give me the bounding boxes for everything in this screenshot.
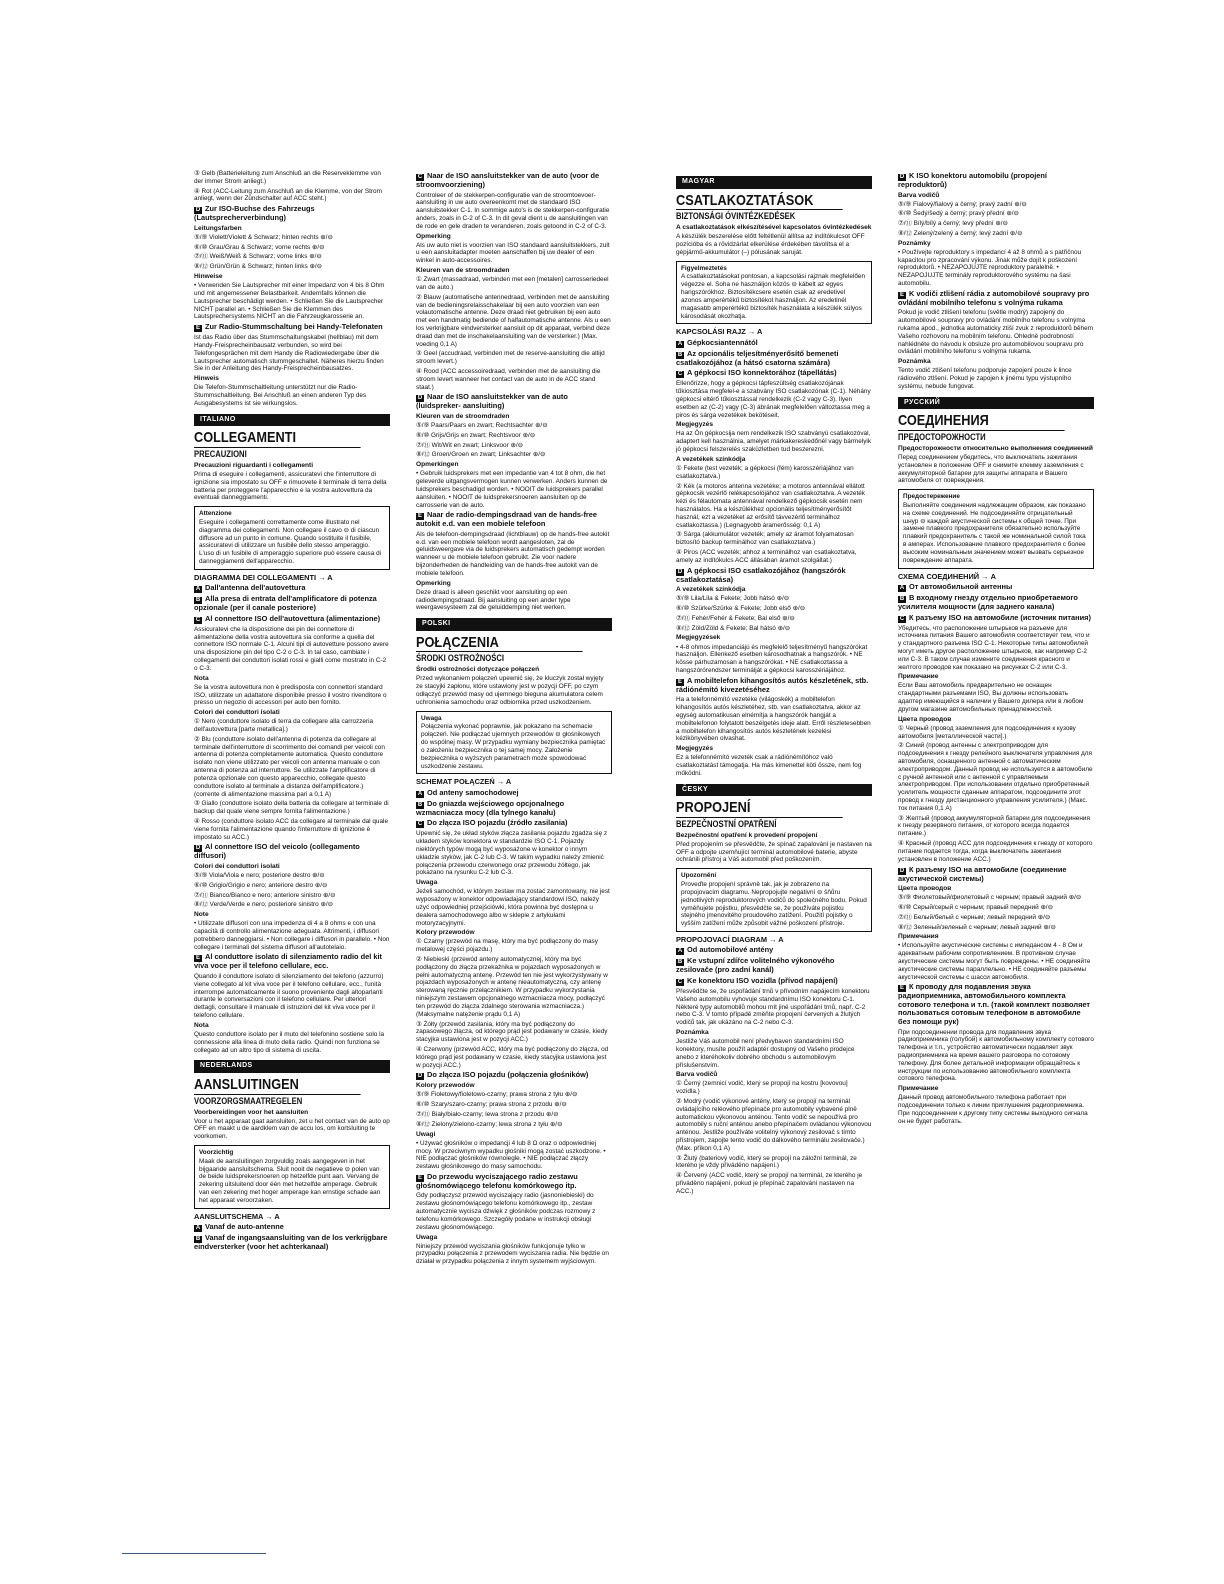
cz-barva2-3: ⑦/⑪ Bílý/bílý a černý; levý přední ⊕/⊖ (898, 220, 1008, 228)
ru-cvet2-4: ⑧/⑫ Зеленый/зеленый с черным; левый задний ⊕/⊖ (898, 923, 1056, 931)
hu-vez2-3: ⑦/⑪ Fehér/Fehér & Fekete; Bal első ⊕/⊖ (676, 614, 795, 622)
pl-c: Do złącza ISO pojazdu (źródło zasilania) (427, 818, 568, 828)
column-2 (416, 170, 612, 1495)
nl-kleur2-1: ⑤/⑨ Paars/Paars en zwart; Rechtsachter ⊕/⊖ (416, 422, 548, 429)
marker-a: A (899, 585, 905, 592)
column-1 (194, 170, 390, 1495)
marker-d: D (899, 174, 905, 180)
nl-kleur2-3: ⑦/⑪ Wit/Wit en zwart; Linksvoor ⊕/⊖ (416, 441, 523, 449)
cz-box-text: Proveďte propojení správně tak, jak je zobrazeno na propojovacím diagramu. Nepropojujte negativní ⊖ šňůru jednotlivých reproduktorových vodičů do společného bodu. Pokud vyměňujete pojistku, přesvědčte se, že používáte pojistku stejného jmenovitého proudového zatížení. Použití pojistky o vyšším zatížení může způsobit vážné poškození přístroje. (681, 881, 867, 928)
cz-warning-box (676, 868, 872, 932)
cz-c-text: Přesvědčte se, že uspořádání trnů v přívodním napájecím konektoru Vašeho automobilu vyhovuje standardnímu ISO konektoru C-1. Některé typy automobilů mohou mít jiné uspořádání trnů, např. C-2 nebo C-3. V tomto případě změňte propojení červených a žlutých vodičů tak, jak ukázáno na C-2 nebo C-3. (676, 987, 870, 1027)
ru-box-text: Выполняйте соединения надлежащим образом, как показано на схеме соединений. Не подсоединяйте отрицательный шнур ⊖ каждой акустической системы к общей точке. При замене плавкого предохранителя обязательно используйте плавкий предохранитель с такой же номинальной силой тока в амперах. Использование плавкого предохранителя с более высоким номинальным значением может вызвать серьезное повреждение аппарата. (903, 502, 1086, 564)
pl-kolor-3: ③ Żółty (przewód zasilania, który ma być podłączony do zapasowego złącza, od którego prąd jest podawany w czasie, kiedy stacyjka ustawiona jest w pozycji ACC.) (416, 1020, 608, 1044)
it-colori2-label: Colori dei conduttori isolati (194, 862, 280, 870)
hu-box-title: Figyelmeztetés (681, 264, 727, 272)
ru-warning-box (898, 489, 1094, 568)
footer-rule (122, 1553, 266, 1554)
pl-kolor-2: ② Niebieski (przewód anteny automatycznej, który ma być podłączony do złącza przekaźnika w pojazdach wyposażonych w pełni automatyczną antenę. Przewód ten nie jest wykorzystywany w pojazdach wyposażonych w antenę nieautomatyczną, czy antenę sterowaną ręcznie przełącznikiem. W przypadku wykorzystania niniejszym zestawem opcjonalnego wzmacniacza mocy, podłączyć ten przewód do złącza zdalnego sterowania wzmacniacza.) (Maksymalne natężenie prądu 0,1 A) (416, 956, 608, 1018)
ru-cvet-2: ② Синий (провод антенны с электроприводом для подсоединения к гнезду релейного выключателя управления для автомобиля, оснащенного антенной с автоматическим электроприводом. Данный провод не используется в автомобиле с ручной антенной или с антенной с управляемым электроприводом. При использовании отдельно приобретенный усилитель мощности сданным аппаратом, подсоедините этот провод к гнезду дистанционного управления усилителя.) (Макс. ток питания 0,1 A) (898, 742, 1093, 812)
ru-prim-text: Если Ваш автомобиль предварительно не оснащен стандартными разъемами ISO, Вы должны использовать адаптер имеющийся в наличии у Вашего дилера или в любом другом магазине автомобильных принадлежностей. (898, 682, 1084, 713)
pl-prec-label: Środki ostrożności dotyczące połączeń (416, 666, 540, 674)
it-colore-3: ③ Giallo (conduttore isolato della batteria da collegare al terminale di backup dal quale viene sempre fornita l'alimentazione.) (194, 800, 389, 816)
ru-title: СОЕДИНЕНИЯ (898, 413, 1065, 431)
ru-c-text: Убедитесь, что расположение штырьков на разъеме для источника питания Вашего автомобиля соответствует тем, что и у стандартного разъема ISO C-1. Некоторые типы автомобилей могут иметь другое расположение штырьков, как например C-2 или C-3. В таком случае измените соединения красного и желтого проводов как показано на рисунках C-2 или C-3. (898, 624, 1090, 671)
it-title: COLLEGAMENTI (194, 430, 361, 448)
hu-prec-label: A csatlakoztatások elkészítésével kapcsolatos óvintézkedések (676, 224, 872, 232)
marker-b: B (677, 959, 683, 966)
pl-subtitle: ŚRODKI OSTROŻNOŚCI (416, 653, 504, 664)
nl-d: Naar de ISO aansluitstekker van de auto (luidspreker- aansluiting) (416, 392, 568, 411)
marker-e: E (417, 1174, 422, 1181)
hu-box-text: A csatlakoztatásokat pontosan, a kapcsolási rajznak megfelelően végezze el. Soha ne használjon közös ⊖ kábelt az egyes hangszórókhoz. Biztosítékcsere esetén csak az eredetivel azonos amperértékű biztosítékot használjon. Az eredetinél magasabb amperértékű biztosíték használata a készülék súlyos károsodását okozhatja. (681, 273, 866, 320)
cz-pozn-label: Poznámka (676, 1029, 709, 1037)
nl-kleur2-2: ⑥/⑩ Grijs/Grijs en zwart; Rechtsvoor ⊕/⊖ (416, 431, 536, 439)
nl-e: Naar de radio-dempingsdraad van de hands-free autokit e.d. van een mobiele telefoon (416, 510, 598, 529)
ru-cvet2-2: ⑥/⑩ Серый/серый с черным; правый передний ⊕/⊖ (898, 903, 1053, 911)
ru-cveta2-label: Цвета проводов (898, 885, 952, 893)
cz-e-text: Pokud je vodič ztlišení telefonu (světle modrý) zapojený do automobilové soupravy pro ovládání mobilního telefonu s volnýma rukama apod., jednotka automaticky ztiší zvuk z reproduktorů během Vašeho rozhovoru na mobilním telefonu. Ohledně podrobností nahlédněte do návodu k obsluze pro automobilovou soupravu pro ovládání mobilního telefonu s volnýma rukama. (898, 309, 1094, 356)
it-nota2-text: Questo conduttore isolato per il muto del telefonino sostiene solo la connessione alla linea di muto della radio. Quindi non funziona se collegato ad un altro tipo di sistema di uscita. (194, 1030, 385, 1054)
marker-c: C (677, 371, 683, 378)
pl-uwagi-label: Uwagi (416, 1130, 436, 1138)
hu-title: CSATLAKOZTATÁSOK (676, 193, 843, 211)
ru-a: От автомобильной антенны (909, 582, 1013, 592)
ru-b: В входному гнезду отдельно приобретаемого усилителя мощности (для заднего канала) (898, 593, 1078, 612)
it-c-text: Assicuratevi che la disposizione dei pin dei connettore di alimentazione della vostra autovettura sia conforme a quella del connettore ISO normale C-1. Alcuni tipi di autovetture possono avere una disposizione pin del tipo C-2 o C-3. In tal caso, cambiate i collegamenti dei conduttori isolati rossi e gialli come mostrato in C-2 o C-3. (194, 625, 389, 672)
ru-cvet-1: ① Черный (провод заземления для подсоединения к кузову автомобиля [металлической части].) (898, 724, 1076, 740)
it-prec-text: Prima di eseguire i collegamenti, assicuratevi che l'interruttore di ignizione sia impostato su OFF e rimuovete il terminale di terra della batteria per proteggere l'apparecchio e la vostra autovettura da eventuali danneggiamenti. (194, 470, 387, 502)
de-color-1: ⑤/⑨ Violett/Violett & Schwarz; hinten rechts ⊕/⊖ (194, 233, 333, 241)
hu-vez-1: ① Fekete (test vezeték; a gépkocsi (fém) karosszériájához van csatlakoztatva.) (676, 464, 854, 480)
pl-e: Do przewodu wyciszającego radio zestawu głośnomówiącego telefonu komórkowego itp. (416, 1171, 578, 1190)
hu-e: A mobiltelefon kihangosítós autós készletének, stb. rádiónémító kivezetéséhez (676, 675, 869, 694)
hu-subtitle: BIZTONSÁGI ÓVINTÉZKEDÉSEK (676, 211, 796, 222)
cz-pozn2-text: • Používejte reproduktory s impedancí 4 až 8 ohmů a s patřičnou kapacitou pro zpracování výkonu. Jinak může dojít k poškození reproduktorů. • NEZAPOJUJTE reproduktory paralelně. • NEZAPOJUJTE terminály reproduktorového systému na šasi automobilu. (898, 248, 1082, 288)
lang-bar-cesky: ČESKY (676, 784, 872, 797)
hu-vez-3: ③ Sárga (akkumulátor vezeték; amely az áramot folyamatosan biztosító backup terminálhoz van csatlakoztatva.) (676, 531, 854, 547)
ru-prim-label: Примечание (898, 673, 939, 681)
it-colore2-2: ⑥/⑩ Grigio/Grigio e nero; anteriore destro ⊕/⊖ (194, 881, 328, 889)
de-item-red: ④ Rot (ACC-Leitung zum Anschluß an die Klemme, von der Strom anliegt, wenn der Zündschalter auf ACC steht.) (194, 187, 382, 203)
pl-kolor2-4: ⑧/⑫ Zielony/zielono-czarny; lewa strona z tyłu ⊕/⊖ (416, 1120, 563, 1128)
pl-kolor2-1: ⑤/⑨ Fioletowy/fioletowo-czarny; prawa strona z tyłu ⊕/⊖ (416, 1091, 578, 1099)
de-heading-d: Zur ISO-Buchse des Fahrzeugs (Lautsprecherverbindung) (194, 204, 315, 223)
ru-cvet-4: ④ Красный (провод ACC для подсоединения к гнезду от которого питание подается тогда, когда выключатель зажигания установлен в положение ACC.) (898, 840, 1093, 863)
it-colori-label: Colori dei conduttori isolati (194, 709, 280, 717)
cz-pozn2-label: Poznámky (898, 239, 931, 247)
marker-d: D (195, 207, 201, 214)
nl-opm-text: Als uw auto niet is voorzien van ISO standaard aansluitstekkers, zult u een aansluitadapter moeten aanschaffen bij uw dealer of een winkel in auto-accessoires. (416, 241, 610, 265)
hu-megj3-text: Ez a telefonnémító vezeték csak a rádiónémítóhoz való csatlakoztatást támogatja. Ha más kimenettel köti össze, nem fog működni. (676, 754, 862, 777)
pl-uwagi-text: • Używać głośników o impedancji 4 lub 8 Ω oraz o odpowiedniej mocy. W przeciwnym wypadku głośniki mogą zostać uszkodzone. • NIE podłączać głośników równolegle. • NIE podłączać złączy zestawu głośnikowego do masy samochodu. (416, 1139, 606, 1171)
cz-e: K vodiči ztlišení rádia z automobilové soupravy pro ovládání mobilního telefonu s volnýma rukama (898, 288, 1090, 307)
nl-kleuren2-label: Kleuren van de stroomdraden (416, 412, 510, 420)
it-colore2-3: ⑦/⑪ Bianco/Bianco e nero; anteriore sinistro ⊕/⊖ (194, 891, 336, 899)
marker-d: D (417, 1073, 423, 1080)
marker-c: C (677, 978, 683, 985)
marker-b: B (899, 596, 905, 603)
hu-a: Gépkocsiantennától (687, 337, 758, 347)
hu-warning-box (676, 261, 872, 325)
cz-title: PROPOJENÍ (676, 800, 843, 818)
de-item-yellow: ③ Gelb (Batterieleitung zum Anschluß an die Reserveklemme von der immer Strom anliegt.) (194, 170, 381, 185)
it-warning-box (194, 506, 390, 570)
it-e-text: Quando il conduttore isolato di silenziamento del telefono (azzurro) viene collegato al kit viva voce per il telefono cellulare, ecc., l'unità interrompe automaticamente il suono proveniente dagli altoparlanti durante le conversazioni con il telefono cellulare. Per ulteriori dettagli, consultare il manuale di istruzioni del kit viva voce per il telefono cellulare. (194, 973, 384, 1020)
pl-uwaga-text: Jeżeli samochód, w którym zestaw ma zostać zamontowany, nie jest wyposażony w konektor odpowiadający standardowi ISO, należy użyć odpowiedniej przejściówki, która powinna być dostępna u dealera samochodowego albo w sklepie z artykułami motoryzacyjnymi. (416, 888, 610, 927)
pl-kolor-4: ④ Czerwony (przewód ACC, który ma być podłączony do złącza, od którego prąd jest podawany w czasie, kiedy stacyjka ustawiona jest w pozycji ACC.) (416, 1045, 609, 1069)
ru-c: К разъему ISO на автомобиле (источник питания) (909, 612, 1091, 622)
hu-diagram-heading: KAPCSOLÁSI RAJZ → A (676, 327, 763, 337)
column-4 (898, 170, 1094, 1495)
ru-prec-text: Перед соединением убедитесь, что выключатель зажигания установлен в положение OFF и снимите клемму заземления с аккумуляторной батареи для защиты аппарата и Вашего автомобиля от повреждения. (898, 453, 1084, 485)
it-e: Al conduttore isolato di silenziamento radio del kit viva voce per il telefono cellulare, ecc. (194, 952, 382, 971)
it-colore2-1: ⑤/⑨ Viola/Viola e nero; posteriore destro ⊕/⊖ (194, 871, 325, 879)
hu-c-text: Ellenőrizze, hogy a gépkocsi tápfeszültség csatlakozójának tűkiosztása megfelel-e a szabvány ISO csatlakozónak (C-1). Néhány gépkocsi eltérő tűkiosztással rendelkezik (C-2 vagy C-3). Ilyen esetben az (C-2) vagy (C-3) ábrának megfelelően változtassa meg a piros és sárga vezetékek bekötéseit. (676, 380, 871, 419)
marker-b: B (677, 351, 683, 358)
it-subtitle: PRECAUZIONI (194, 448, 247, 459)
hu-vez2-2: ⑥/⑩ Szürke/Szürke & Fekete; Jobb első ⊕/⊖ (676, 605, 806, 613)
pl-kolory-label: Kolory przewodów (416, 929, 475, 937)
cz-barva-4: ④ Červený (ACC vodič, který se propojí na terminál, ze kterého je přiváděno napájení, pokud je přepínač zapalování nastaven na ACC.) (676, 1172, 863, 1195)
marker-c: C (417, 174, 423, 180)
it-colore-1: ① Nero (conduttore isolato di terra da collegare alla carrozzeria dell'autovettura [parte metallica].) (194, 718, 374, 734)
hu-c: A gépkocsi ISO konnektorához (tápellátás) (687, 368, 837, 378)
marker-a: A (195, 586, 201, 593)
nl-opm2-text: • Gebruik luidsprekers met een impedantie van 4 tot 8 ohm, die het geleverde uitgangsvermogen kunnen verwerken. Anders kunnen de luidsprekers beschadigd worden. • NOOIT de luidsprekers parallel aansluiten. • NOOIT de luidsprekersnoeren aansluiten op de carrosserie van de auto. (416, 470, 608, 509)
nl-kleur-4: ④ Rood (ACC accessoiredraad, verbinden met de aansluiting die stroom levert wanneer het contact van de auto in de ACC stand staat.) (416, 368, 601, 391)
pl-b: Do gniazda wejściowego opcjonalnego wzmacniacza mocy (dla tylnego kanału) (416, 798, 565, 817)
nl-opm-label: Opmerking (416, 232, 451, 240)
nl-opm2-label: Opmerkingen (416, 461, 459, 469)
lang-bar-nederlands: NEDERLANDS (194, 1060, 390, 1073)
de-hinweise-text: • Verwenden Sie Lautsprecher mit einer Impedanz von 4 bis 8 Ohm und mit angemessener Belastbarkeit. Andernfalls können die Lautsprecher beschädigt werden. • Schließen Sie die Lautsprecher NICHT parallel an. • Schließen Sie die Klemmen des Lautsprechersystems NICHT an die Fahrzeugkarosserie an. (194, 282, 385, 321)
cz-pozn3-label: Poznámka (898, 358, 931, 366)
marker-e: E (899, 291, 904, 298)
pl-uwaga2-text: Niniejszy przewód wyciszania głośników funkcjonuje tylko w przypadku połączenia z przewodem wyciszania radia. Nie będzie on działał w przypadku połączenia z innym systemem wyjściowym. (416, 1242, 609, 1266)
marker-e: E (195, 325, 200, 332)
marker-e: E (195, 955, 200, 962)
lang-bar-polski: POLSKI (416, 618, 612, 631)
ru-d: К разъему ISO на автомобиле (соединение акустической системы) (898, 864, 1067, 883)
nl-diagram-heading: AANSLUITSCHEMA → A (194, 1211, 280, 1221)
column-3 (676, 170, 872, 1495)
nl-c-text: Controleer of de stekkerpen-configuratie van de stroomtoevoer-aansluiting in uw auto overeenkomt met de standaard ISO aansluitstekker C-1. In sommige auto's is de stekkerpen-configuratie anders, zoals in C-2 of C-3. In dit geval dient u de aansluitingen van de rode en gele draden te veranderen, zoals getoond in C-2 of C-3. (416, 191, 610, 230)
pl-kolor-1: ① Czarny (przewód na masę, który ma być podłączony do masy metalowej części pojazdu.) (416, 938, 598, 954)
it-box-text: Eseguire i collegamenti correttamente come illustrato nel diagramma dei collegamenti. Non collegare il cavo ⊖ di ciascun diffusore ad un punto in comune. Quando sostituite il fusibile, assicuratevi di utilizzare un fusibile dello stesso amperaggio. L'uso di un fusibile di amperaggio superiore può essere causa di danneggiamenti dell'apparecchio. (199, 518, 382, 565)
hu-megj2-label: Megjegyzések (676, 634, 721, 642)
cz-box-title: Upozornění (681, 872, 717, 880)
cz-pozn3-text: Tento vodič ztlišení telefonu podporuje zapojení pouze k lince rádiového ztlšení. Pokud je zapojen k jinému typu výstupního systému, nebude fungovat. (898, 367, 1072, 390)
marker-e: E (677, 678, 682, 685)
nl-kleur-2: ② Blauw (automatische antennedraad, verbinden met de aansluiting van de bedieningsrelaisschakelaar bij een auto voorzien van een volautomatische antenne. Deze draad niet gebruiken bij een auto met een handmatig bediende of halfautomatische antenne. Als u een los verkrijgbare eindversterker aansluit op dit apparaat, verbind deze draad dan met de inschakelaansluiting van de versterker.) (Max. voeding 0,1 A) (416, 293, 611, 348)
nl-subtitle: VOORZORGSMAATREGELEN (194, 1095, 303, 1106)
ru-prim3-text: Данный провод автомобильного телефона работает при подсоединении только к линии приглушения радиоприемника. При подсоединении к другому типу системы выходного сигнала он не будет работать. (898, 1094, 1088, 1125)
ru-box-title: Предостережение (903, 493, 960, 501)
cz-barva2-label: Barva vodičů (898, 191, 940, 199)
marker-b: B (195, 1236, 201, 1243)
ru-prim2-text: • Используйте акустические системы с импедансом 4 - 8 Ом и адекватным рабочим сопротивлением. В противном случае акустические системы могут быть повреждены. • НЕ соединяйте акустические системы параллельно. • НЕ соединяйте разъемы акустической системы с шасси автомобиля. (898, 942, 1091, 981)
it-d: Al connettore ISO del veicolo (collegamento diffusori) (194, 842, 360, 861)
hu-megj2-text: • 4-8 ohmos impedanciájú és megfelelő teljesítményű hangszórókat használjon. Ellenkező esetben károsodhatnak a hangszórók. • NE kösse párhuzamosan a hangszórókat. • NE csatlakoztassa a hangszórórendszer terminálját a gépkocsi karosszériájához. (676, 643, 868, 674)
hu-vez2-4: ⑧/⑫ Zöld/Zöld & Fekete; Bal hátsó ⊕/⊖ (676, 624, 791, 632)
hu-d: A gépkocsi ISO csatlakozójához (hangszórók csatlakoztatása) (676, 565, 846, 584)
pl-kolor2-2: ⑥/⑩ Szary/szaro-czarny; prawa strona z przodu ⊕/⊖ (416, 1101, 567, 1109)
hu-vez2-label: A vezetékek színkódja (676, 586, 746, 594)
marker-d: D (677, 568, 683, 575)
cz-d: K ISO konektoru automobilu (propojení reproduktorů) (898, 171, 1047, 189)
hu-vez2-1: ⑤/⑨ Lila/Lila & Fekete; Jobb hátsó ⊕/⊖ (676, 595, 790, 603)
pl-box-text: Połączenia wykonać poprawnie, jak pokazano na schemacie połączeń. Nie podłączać ujemnych przewodów ⊖ głośnikowych do wspólnej masy. W przypadku wymiany bezpiecznika pamiętać o założeniu bezpiecznika o tej samej mocy. Założenie bezpiecznika o wyższych parametrach może spowodować uszkodzenie zestawu. (421, 723, 606, 770)
pl-warning-box (416, 711, 612, 775)
nl-b: Vanaf de ingangsaansluiting van de los verkrijgbare eindversterker (voor het achterkanaal) (194, 1233, 388, 1252)
marker-b: B (417, 801, 423, 808)
de-hinweis-label: Hinweis (194, 375, 219, 383)
lang-bar-russkij: РУССКИЙ (898, 397, 1094, 410)
nl-a: Vanaf de auto-antenne (205, 1222, 284, 1232)
ru-e-text: При подсоединении провода для подавления звука радиоприемника (голубой) к автомобильному комплекту сотового телефона и т.п., устройство автоматически подавляет звук радиоприемника на время вашего разговора по сотовому телефону. Для более детальной информации обращайтесь к инструкции по использованию автомобильного комплекта сотового телефона. (898, 1028, 1094, 1083)
marker-c: C (417, 821, 423, 828)
nl-box-text: Maak de aansluitingen zorgvuldig zoals aangegeven in het bijgaande aansluitschema. Sluit nooit de negatieve ⊖ polen van de beide luidsprekersnoeren op hetzelfde punt aan. Vervang de zekering uitsluitend door één met hetzelfde amperage. Gebruik van een zekering met hoger amperage kan ernstige schade aan het apparaat veroorzaken. (199, 1157, 381, 1204)
nl-prec-label: Voorbereidingen voor het aansluiten (194, 1108, 309, 1116)
pl-uwaga2-label: Uwaga (416, 1233, 438, 1241)
nl-box-title: Voorzichtig (199, 1148, 234, 1156)
pl-kolory2-label: Kolory przewodów (416, 1082, 475, 1090)
ru-cveta-label: Цвета проводов (898, 715, 952, 723)
it-colore-2: ② Blu (conduttore isolato dell'antenna di potenza da collegare al terminale dell'interruttore di scorrimento dei comandi per veicoli con antenna di potenza completamente automatica. Questo conduttore isolato non viene utilizzato per veicoli con antenna manuale o con antenna di potenza ad interruttore. Se utilizzate l'amplificatore di potenza opzionale con questo apparecchio, collegate questo conduttore isolato al terminale a distanza dell'amplificatore.) (corrente di alimentazione massima pari a 0,1 A) (194, 735, 385, 798)
pl-c-text: Upewnić się, że układ styków złącza zasilania pojazdu zgadza się z układem styków konektora w standardzie ISO C-1. Pojazdy niektórych typów mogą być wyposażone w konektor o innym układzie styków, jak C-2 lub C-3. W takim wypadku należy zmienić połączenia przewodu czerwonego oraz przewodu żółtego, jak pokazano na rysunku C-2 lub C-3. (416, 830, 608, 877)
pl-a: Od anteny samochodowej (427, 787, 519, 797)
it-note-text: • Utilizzate diffusori con una impedenza di 4 a 8 ohms e con una capacità di controllo alimentazione adeguata. Altrimenti, i diffusori potrebbero danneggiarsi. • Non collegare i diffusori in parallelo. • Non collegare i terminali del sistema diffusori all'autotelaio. (194, 920, 390, 951)
lang-bar-magyar: MAGYAR (676, 176, 872, 189)
it-prec-label: Precauzioni riguardanti i collegamenti (194, 461, 314, 469)
ru-cvet2-1: ⑤/⑨ Фиолетовый/фиолетовый с черным; правый задний ⊕/⊖ (898, 894, 1082, 902)
it-box-title: Attenzione (199, 510, 232, 518)
marker-e: E (417, 513, 422, 520)
nl-e-text: Als de telefoon-dempingsdraad (lichtblauw) op de hands-free autokit e.d. van een mobiele telefoon wordt aangesloten, zal de geluidsweergave via de luidsprekers automatisch gedempt worden wanneer u de mobiele telefoon gebruikt. Zie voor nadere bijzonderheden de handleiding van de hands-free autokit van de mobiele telefoon. (416, 530, 610, 577)
it-b: Alla presa di entrata dell'amplificatore di potenza opzionale (per il canale posteriore) (194, 594, 377, 613)
ru-prim2-label: Примечания (898, 933, 939, 941)
nl-opm3-text: Deze draad is alleen geschikt voor aansluiting op een radiodempingsdraad. Bij aansluiting op een ander type weergavesysteem zal de geluiddemping niet werken. (416, 588, 571, 612)
de-hinweise-label: Hinweise (194, 273, 223, 281)
nl-c: Naar de ISO aansluitstekker van de auto (voor de stroomvoorziening) (416, 171, 600, 189)
it-nota2-label: Nota (194, 1021, 209, 1029)
ru-prec-label: Предосторожности относительно выполнения соединений (898, 444, 1093, 452)
hu-vez-2: ② Kék (a motoros antenna vezetéke; a motoros antennával ellátott gépkocsik vezérlő relékapcsolójához van csatlakoztatva. A vezeték kézi és félautomata antennával rendelkező gépkocsik esetén nem használatos. Ha a készülékhez opcionális teljesítményerősítőt használ, ezt a vezetéket az erősítő távvezérlő terminálhoz csatlakoztassa.) (Legnagyobb áramerősség: 0,1 A) (676, 482, 865, 529)
de-e-text: Ist das Radio über das Stummschaltungskabel (hellblau) mit dem Handy-Freisprecheinbausatz verbunden, so wird bei Telefongesprächen mit dem Handy die Radiowiedergabe über die Lautsprecher automatisch stummgeschaltet. Näheres hierzu finden Sie in der Anleitung des Handy-Freisprecheinbausatzes. (194, 334, 384, 373)
ru-diagram-heading: СХЕМА СОЕДИНЕНИЙ → A (898, 571, 996, 581)
pl-diagram-heading: SCHEMAT POŁĄCZEŃ → A (416, 777, 512, 787)
marker-d: D (417, 395, 423, 402)
marker-d: D (195, 845, 201, 852)
marker-c: C (899, 615, 905, 622)
cz-barva-label: Barva vodičů (676, 1071, 718, 1079)
nl-kleuren-label: Kleuren van de stroomdraden (416, 267, 510, 275)
marker-c: C (195, 616, 201, 623)
hu-b: Az opcionális teljesítményerősítő bemeneti csatlakozójához (a hátsó csatorna számára) (676, 348, 839, 367)
marker-d: D (899, 867, 905, 874)
ru-cvet-3: ③ Желтый (провод аккумуляторной батареи для подсоединения к гнезду резервного питания, от которого всегда подается питание.) (898, 814, 1090, 838)
pl-title: POŁĄCZENIA (416, 635, 583, 653)
it-colore-4: ④ Rosso (conduttore isolato ACC da collegare al terminale dal quale viene fornita l'alimentazione quando l'interruttore di ignizione è impostato su ACC.) (194, 817, 389, 841)
ru-prim3-label: Примечание (898, 1085, 939, 1093)
cz-prec-label: Bezpečnostní opatření k provedení propojení (676, 831, 818, 839)
cz-barva-2: ② Modrý (vodič výkonové antény, který se propojí na terminál ovládajícího reléového přepínače pro automobily vybavené plně automatickou výkonovou anténou. Tento vodič se nepoužívá pro automobily s ruční anténou anebo přepínačem ovládanou výkonovou anténou. Jestliže používáte volitelný výkonový zesilovač s tímto přístrojem, zapojte tento vodič do dálkového terminálu zesilovače.) (Max. příkon 0,1 A) (676, 1097, 872, 1152)
hu-prec-text: A készülék beszerelése előtt feltétlenül állítsa az indítókulcsot OFF pozícióba és a rövidzárlat elkerülése érdekében távolítsa el a gépjármű-akkumulátor (–) pólusának saruját. (676, 233, 865, 256)
marker-a: A (677, 340, 683, 347)
cz-barva2-4: ⑧/⑫ Zelený/zelený a černý; levý zadní ⊕/⊖ (898, 229, 1023, 237)
hu-vez-label: A vezetékek színkódja (676, 455, 746, 463)
pl-uwaga-label: Uwaga (416, 879, 438, 887)
pl-d: Do złącza ISO pojazdu (połączenia głośników) (427, 1070, 589, 1080)
de-colors-label: Leitungsfarben (194, 224, 242, 232)
nl-opm3-label: Opmerking (416, 579, 451, 587)
cz-diagram-heading: PROPOJOVACÍ DIAGRAM → A (676, 934, 784, 944)
hu-megj3-label: Megjegyzés (676, 745, 714, 753)
cz-barva-1: ① Černý (zemnicí vodič, který se propojí na kostru [kovovou] vozidla.) (676, 1080, 848, 1096)
cz-barva2-1: ⑤/⑨ Fialový/fialový a černý; pravý zadní ⊕/⊖ (898, 200, 1027, 208)
nl-kleur2-4: ⑧/⑫ Groen/Groen en zwart; Linksachter ⊕/⊖ (416, 451, 546, 459)
de-heading-e: Zur Radio-Stummschaltung bei Handy-Telefonaten (205, 322, 383, 332)
de-color-4: ⑧/⑫ Grün/Grün & Schwarz; hinten links ⊕/⊖ (194, 263, 322, 271)
nl-prec-text: Voor u het apparaat gaat aansluiten, zet u het contact van de auto op OFF en maakt u de aardklem van de accu los, om kortsluiting te voorkomen. (194, 1117, 390, 1141)
pl-kolor2-3: ⑦/⑪ Biały/biało-czarny; lewa strona z przodu ⊕/⊖ (416, 1111, 559, 1119)
it-c: Al connettore ISO dell'autovettura (alimentazione) (205, 613, 381, 623)
nl-warning-box (194, 1145, 390, 1209)
cz-prec-text: Před propojením se přesvědčte, že spínač zapalování je nastaven na OFF a odpojte uzemňující terminál automobilové baterie, abyste ochránili přístroj a Váš automobil před poškozením. (676, 840, 872, 864)
cz-barva-3: ③ Žlutý (bateriový vodič, který se propojí na záložní terminál, ze kterého je vždy přiváděno napájení.) (676, 1154, 857, 1170)
hu-e-text: Ha a telefonnémító vezetéke (világoskék) a mobiltelefon kihangosítós autós készletéhez, stb. van csatlakoztatva, akkor az egység automatikusan elnémítja a hangszórók hangját a mobiltelefonon folytatott beszélgetés ideje alatt. Erről részletesebben a mobiltelefon kihangosítós autós készletének kezelési kézikönyvében olvashat. (676, 696, 871, 743)
nl-kleur-1: ① Zwart (massadraad, verbinden met een [metalen] carrosseriedeel van de auto.) (416, 276, 609, 291)
lang-bar-italiano: ITALIANO (194, 414, 390, 427)
cz-a: Od automobilové antény (687, 945, 774, 955)
marker-a: A (417, 790, 423, 797)
ru-cvet2-3: ⑦/⑪ Белый/белый с черным; левый передний ⊕/⊖ (898, 913, 1051, 921)
nl-kleur-3: ③ Geel (accudraad, verbinden met de reserve-aansluiting die altijd stroom levert.) (416, 350, 605, 366)
hu-megj-text: Ha az Ön gépkocsija nem rendelkezik ISO szabványú csatlakozóval, adaptert kell használnia, amelyet márkakereskedőnél vagy bármelyik jó gépkocsi felszerelés szaküzletben tud beszerezni. (676, 430, 872, 454)
ru-e: К проводу для подавления звука радиоприемника, автомобильного комплекта сотового телефона и т.п. (такой комплект позволяет пользоваться сотовым телефоном в автомобиле без помощи рук) (898, 982, 1091, 1026)
it-nota-text: Se la vostra autovettura non è predisposta con connettori standard ISO, utilizzate un adattatore disponibile presso il vostro rivenditore o presso un negozio di accessori per auto ben fornito. (194, 683, 387, 707)
marker-b: B (195, 597, 201, 604)
it-colore2-4: ⑧/⑫ Verde/Verde e nero; posteriore sinistro ⊕/⊖ (194, 901, 333, 909)
de-color-2: ⑥/⑩ Grau/Grau & Schwarz; vorne rechts ⊕/⊖ (194, 243, 325, 251)
pl-prec-text: Przed wykonaniem połączeń upewnić się, że kluczyk został wyjęty ze stacyjki zapłonu, które ustawiony jest w pozycji OFF, po czym odłączyć przewód masy od ujemnego bieguna akumulatora celem uchronienia samochodu oraz odbiornika przed uszkodzeniem. (416, 675, 604, 706)
nl-title: AANSLUITINGEN (194, 1077, 361, 1095)
it-diagram-heading: DIAGRAMMA DEI COLLEGAMENTI → A (194, 572, 333, 582)
ru-subtitle: ПРЕДОСТОРОЖНОСТИ (898, 432, 986, 443)
it-a: Dall'antenna dell'autovettura (205, 583, 306, 593)
cz-pozn-text: Jestliže Váš automobil není předvybaven standardními ISO konektory, musíte použít adaptér dostupný od Vašeho prodejce anebo z kteréhokoliv dobrého obchodu s automobilovým příslušenstvím. (676, 1038, 855, 1069)
de-color-3: ⑦/⑪ Weiß/Weiß & Schwarz; vorne links ⊕/⊖ (194, 253, 322, 261)
hu-vez-4: ④ Piros (ACC vezeték; ahhoz a terminálhoz van csatlakoztatva, amely az indítókulcs ACC állásában áramot szolgáltat.) (676, 549, 857, 564)
cz-c: Ke konektoru ISO vozidla (přívod napájení) (687, 975, 838, 985)
cz-subtitle: BEZPEČNOSTNÍ OPATŘENÍ (676, 818, 777, 829)
pl-box-title: Uwaga (421, 714, 442, 722)
cz-barva2-2: ⑥/⑩ Šedý/šedý a černý; pravý přední ⊕/⊖ (898, 210, 1019, 218)
de-hinweis-text: Die Telefon-Stummschaltleitung unterstützt nur die Radio-Stummschaltleitung. Bei Anschluß an einen anderen Typ des Ausgabesystems ist sie wirkungslos. (194, 384, 367, 407)
pl-e-text: Gdy podłączysz przewód wyciszający radio (jasnoniebieski) do zestawu głośnomówiącego telefonu komórkowego itp., zestaw automatycznie wycisza dźwięk z głośników podczas rozmowy z telefonu komórkowego. Szczegóły podane w instrukcji obsługi zestawu głośnomówiącego. (416, 1192, 596, 1231)
it-note-label: Note (194, 911, 209, 919)
it-nota-label: Nota (194, 674, 209, 682)
hu-megj-label: Megjegyzés (676, 421, 714, 429)
marker-e: E (899, 985, 904, 992)
cz-b: Ke vstupní zdířce volitelného výkonového zesilovače (pro zadní kanál) (676, 956, 835, 975)
marker-a: A (677, 948, 683, 955)
marker-a: A (195, 1225, 201, 1232)
